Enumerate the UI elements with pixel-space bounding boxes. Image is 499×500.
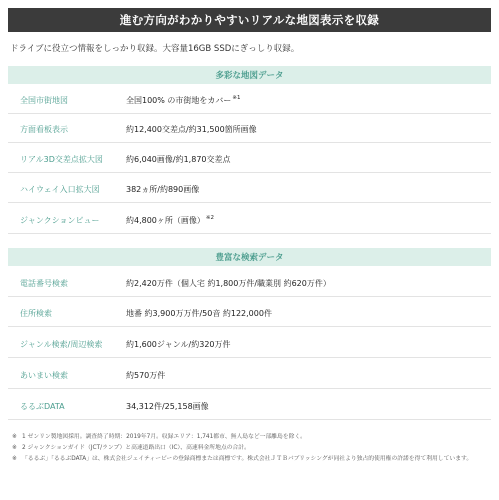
row-value: 約2,420万件（個人宅 約1,800万件/職業別 約620万件） [126, 279, 331, 288]
banner-title: 進む方向がわかりやすいリアルな地図表示を収録 [119, 13, 380, 27]
row-label: 全国市街地図 [20, 96, 68, 105]
footnote-mark: ※2 [205, 214, 215, 221]
row-value: 約1,600ジャンル/約320万件 [126, 340, 231, 349]
table-row [8, 301, 491, 327]
section-title: 多彩な地図データ [215, 71, 284, 81]
table-row [8, 271, 491, 297]
row-label: リアル3D交差点拡大図 [20, 155, 103, 164]
row-value: 382ヵ所/約890画像 [126, 185, 200, 194]
footnote-mark: ※ [12, 434, 17, 440]
row-value: 約570万件 [126, 371, 166, 380]
row-label: るるぶDATA [20, 402, 65, 411]
row-value: 地番 約3,900万万件/50音 約122,000件 [126, 309, 272, 318]
table-row [8, 88, 491, 114]
section-title: 豊富な検索データ [215, 253, 284, 263]
row-value: 約12,400交差点/約31,500箇所画像 [126, 125, 257, 134]
row-value: 約4,800ヶ所（画像） $^{※2}$ [126, 214, 215, 225]
intro-text: ドライブに役立つ情報をしっかり収録。大容量16GB SSDにぎっしり収録。 [10, 44, 300, 54]
table-row [8, 117, 491, 143]
row-label: 住所検索 [20, 309, 52, 318]
footnote-mark: ※ [12, 445, 17, 451]
page-banner [8, 8, 491, 32]
row-value: 全国100% の市街地をカバー $^{※1}$ [126, 94, 241, 105]
search-data-section-header [8, 248, 491, 266]
map-data-section-header [8, 66, 491, 84]
table-row [8, 363, 491, 389]
footnote-text: 2 ジャンクションガイド（JCT/ランプ）と高速道路出口（IC）、高速料金所地点の合計。 [22, 445, 250, 451]
footnote [12, 443, 490, 454]
row-label: あいまい検索 [20, 371, 68, 380]
row-value: 34,312件/25,158画像 [126, 402, 209, 411]
row-label: ジャンクションビュー [20, 216, 100, 225]
row-label: 電話番号検索 [20, 279, 68, 288]
row-label: ハイウェイ入口拡大図 [20, 185, 100, 194]
table-row [8, 332, 491, 358]
footnote-text: 1 ゼンリン製地図採用。調査終了時期：2019年7月。収録エリア：1,741都市、無人島など一部離島を除く。 [22, 434, 306, 440]
row-label: 方面看板表示 [20, 125, 68, 134]
footnote [12, 454, 490, 465]
table-row [8, 394, 491, 420]
footnote-mark: ※1 [232, 94, 241, 101]
footnotes [12, 432, 490, 465]
footnote-mark: ※ [12, 456, 17, 462]
row-value: 約6,040画像/約1,870交差点 [126, 155, 231, 164]
row-label: ジャンル検索/周辺検索 [20, 340, 103, 349]
table-row [8, 177, 491, 203]
footnote [12, 432, 490, 443]
table-row [8, 208, 491, 234]
footnote-text: 「るるぶ」「るるぶDATA」は、株式会社ジェイティービーの登録商標または商標です。株式会社ＪＴＢパブリッシングが同社より独占的使用権の許諾を得て利用しています。 [22, 456, 473, 462]
table-row [8, 147, 491, 173]
